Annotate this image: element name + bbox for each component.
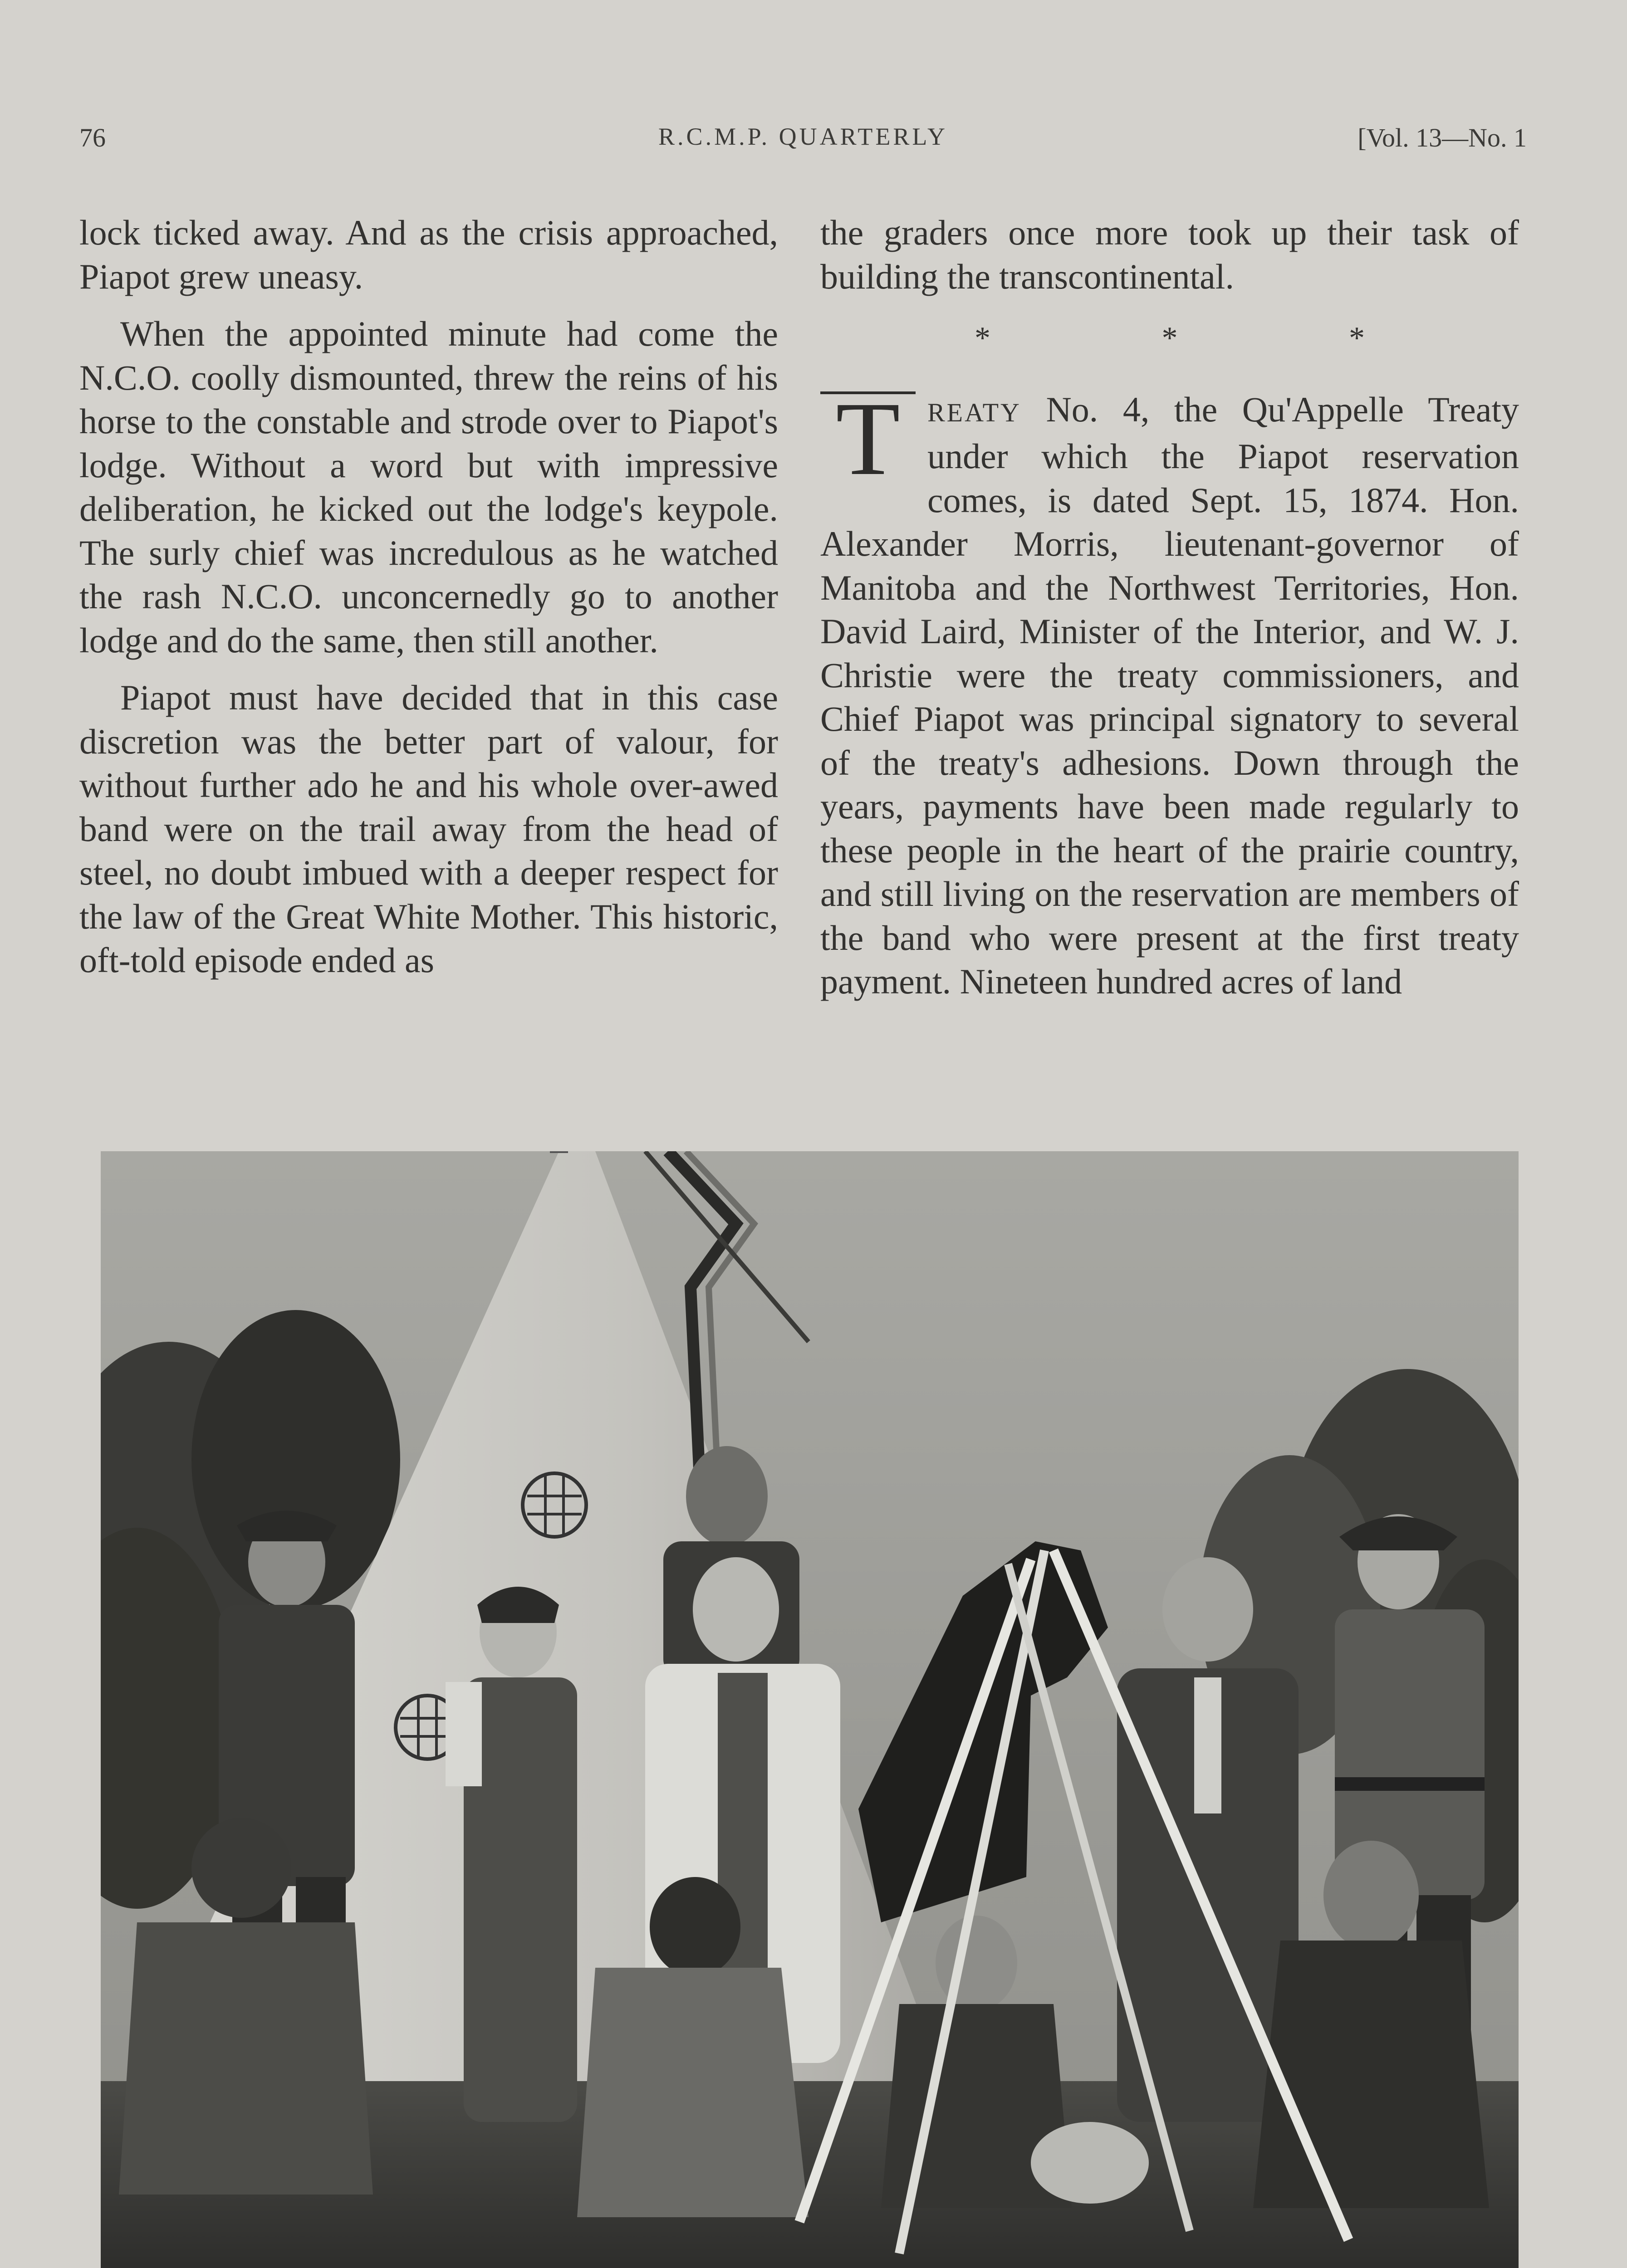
paragraph: When the appointed minute had come the N.C.O. coolly dismounted, threw the reins of his horse to the constable and strode over to Piapot's lodge. Without a word but with impressive deliberation, he kicked out the lodge's keypole. The surly chief was incredulous as he watched the rash N.C.O. unconcernedly go to another lodge and do the same, then still another. [79,314,778,660]
paragraph: Piapot must have decided that in this case discretion was the better part of valour, for without further ado he and his whole over-awed band were on the trail away from the head of steel, no doubt imbued with a deeper respect for the law of the Great White Mother. This historic, oft-told episode ended as [79,678,778,980]
paragraph-text: No. 4, the Qu'Appelle Treaty under which the Piapot reservation comes, is dated Sept. 15, 1874. Hon. Alexander Morris, lieutenant-governor of Manitoba and the Northwest Territories, Hon. David Laird, Minister of the Interior, and W. J. Christie were the treaty commissioners, and Chief Piapot was principal signatory to several of the treaty's adhesions. Down through the years, payments have been made regularly to these people in the heart of the prairie country, and still living on the reservation are members of the band who were present at the first treaty payment. Nineteen hundred acres of land [820,389,1519,1001]
photo-illustration [101,1151,1519,2268]
running-header [79,122,1527,163]
group-photograph [101,1151,1519,2268]
paragraph: the graders once more took up their task of building the transcontinental. [820,213,1519,296]
drop-cap: T [820,391,916,482]
issue-label: [Vol. 13—No. 1 [1357,123,1527,152]
paragraph [820,380,1519,1004]
section-separator: * * * [975,321,1446,356]
page-number: 76 [79,123,106,152]
journal-title: R.C.M.P. QUARTERLY [658,123,948,150]
right-text-column [820,211,1519,1004]
left-text-column [79,211,778,982]
paragraph: lock ticked away. And as the crisis approached, Piapot grew uneasy. [79,213,778,296]
lead-small-caps: REATY [927,397,1021,427]
